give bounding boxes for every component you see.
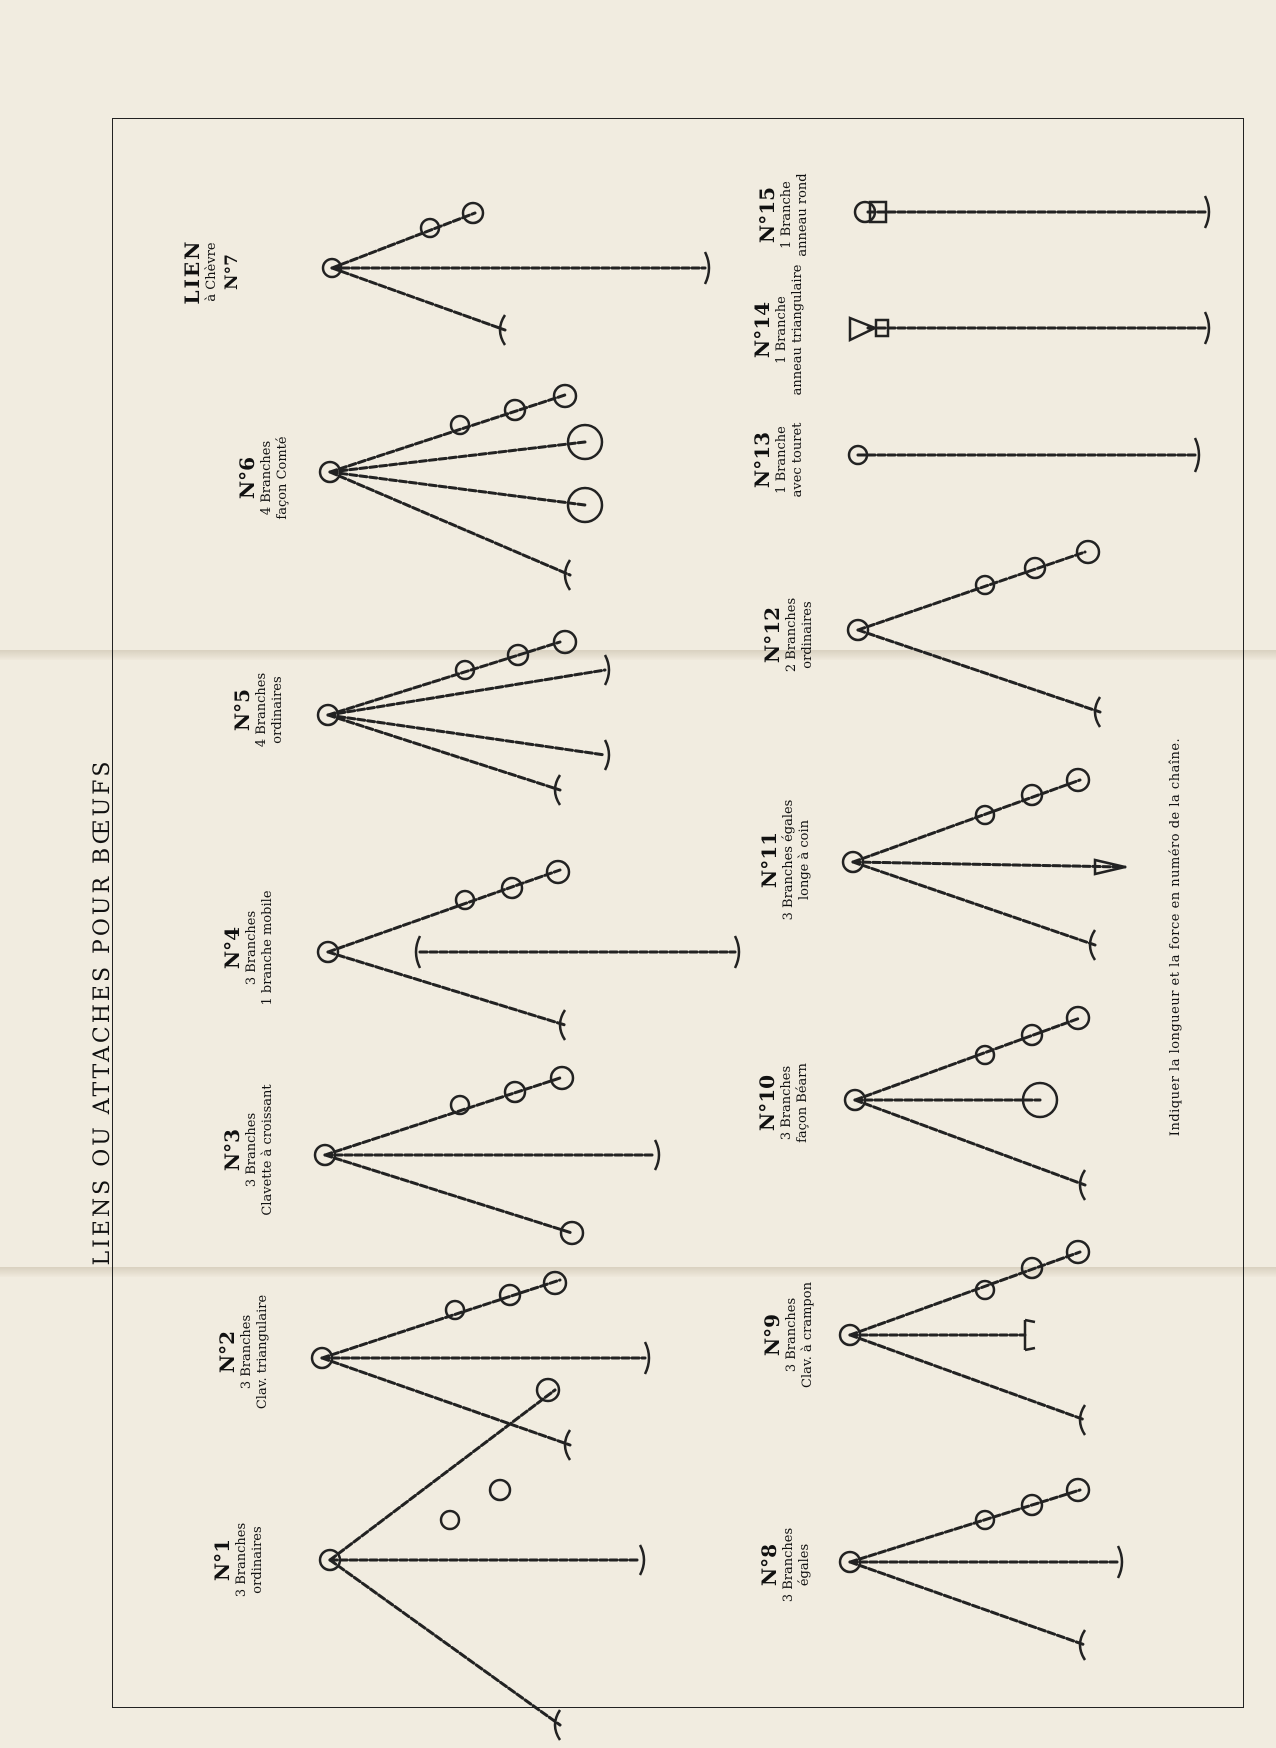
item-number: N°10 <box>755 1074 779 1132</box>
item-caption-n8 <box>757 1510 837 1620</box>
item-line1: 2 Branches <box>784 597 799 673</box>
item-line1: 1 Branche <box>774 426 789 494</box>
chain-illustration-n7 <box>332 213 705 330</box>
item-number: N°13 <box>750 431 774 489</box>
chain-illustration-n12 <box>858 552 1100 712</box>
item-line1: 3 Branches <box>781 1527 796 1603</box>
item-caption-n2 <box>215 1287 295 1417</box>
item-caption-n5 <box>230 655 310 765</box>
item-caption-n11 <box>757 785 837 935</box>
item-line1: 4 Branches <box>259 440 274 516</box>
footer-note <box>1168 702 1192 1172</box>
item-line1: 1 Branche <box>779 181 794 249</box>
item-caption-n4 <box>220 883 300 1013</box>
item-caption-n9 <box>760 1270 840 1400</box>
lien-subtitle: à Chèvre <box>204 242 219 302</box>
item-line1: 3 Branches <box>784 1297 799 1373</box>
item-line1: 3 Branches <box>234 1522 249 1598</box>
item-number: N°1 <box>210 1538 234 1582</box>
item-line2: ordinaires <box>250 1526 265 1594</box>
lien-number: N°7 <box>222 254 242 290</box>
chain-illustration-n2 <box>322 1280 645 1445</box>
item-line2: anneau triangulaire <box>790 264 805 396</box>
item-number: N°11 <box>757 831 781 889</box>
item-line2: égales <box>797 1543 812 1587</box>
catalog-title-text: LIENS OU ATTACHES POUR BŒUFS <box>90 758 115 1266</box>
item-number: N°9 <box>760 1313 784 1357</box>
item-caption-n13 <box>750 405 830 515</box>
item-caption-n12 <box>760 580 840 690</box>
item-line1: 4 Branches <box>254 672 269 748</box>
item-caption-n14 <box>750 260 830 400</box>
item-caption-n1 <box>210 1500 290 1620</box>
item-line1: 3 Branches <box>244 1112 259 1188</box>
item-line2: 1 branche mobile <box>260 890 275 1006</box>
footer-note-text: Indiquer la longueur et la force en numéro de la chaîne. <box>1168 737 1183 1137</box>
item-number: N°4 <box>220 926 244 970</box>
chain-illustration-n4 <box>328 870 735 1025</box>
chain-illustration-n6 <box>330 395 585 575</box>
item-number: N°8 <box>757 1543 781 1587</box>
item-line2: avec touret <box>790 422 805 498</box>
lien-header <box>180 202 260 342</box>
item-line2: anneau rond <box>795 173 810 257</box>
chain-illustration-n9 <box>850 1252 1085 1420</box>
item-number: N°6 <box>235 456 259 500</box>
chain-illustration-n1 <box>330 1390 640 1725</box>
item-number: N°5 <box>230 688 254 732</box>
item-line2: ordinaires <box>800 601 815 669</box>
item-line2: Clav. à crampon <box>800 1282 815 1388</box>
chain-illustration-n10 <box>855 1018 1085 1185</box>
item-number: N°15 <box>755 186 779 244</box>
catalog-title <box>90 758 130 1266</box>
item-line1: 3 Branches <box>779 1065 794 1141</box>
item-line1: 3 Branches <box>239 1314 254 1390</box>
lien-title: LIEN <box>180 239 204 305</box>
item-line2: longe à coin <box>797 819 812 901</box>
item-line1: 3 Branches <box>244 910 259 986</box>
item-line1: 3 Branches égales <box>781 799 796 921</box>
item-caption-n3 <box>220 1070 300 1230</box>
item-line1: 1 Branche <box>774 296 789 364</box>
chain-illustration-n5 <box>328 642 605 790</box>
item-caption-n10 <box>755 1043 835 1163</box>
chain-illustration-n3 <box>325 1078 655 1233</box>
item-line2: Clavette à croissant <box>260 1084 275 1216</box>
item-line2: Clav. triangulaire <box>255 1294 270 1410</box>
chain-illustration-n11 <box>853 780 1125 945</box>
item-caption-n15 <box>755 160 835 270</box>
item-caption-n6 <box>235 418 315 538</box>
chain-illustration-n8 <box>850 1490 1118 1645</box>
item-number: N°2 <box>215 1330 239 1374</box>
item-number: N°14 <box>750 301 774 359</box>
item-number: N°3 <box>220 1128 244 1172</box>
item-number: N°12 <box>760 606 784 664</box>
item-line2: façon Comté <box>275 436 290 520</box>
item-line2: ordinaires <box>270 676 285 744</box>
item-line2: façon Béarn <box>795 1063 810 1143</box>
